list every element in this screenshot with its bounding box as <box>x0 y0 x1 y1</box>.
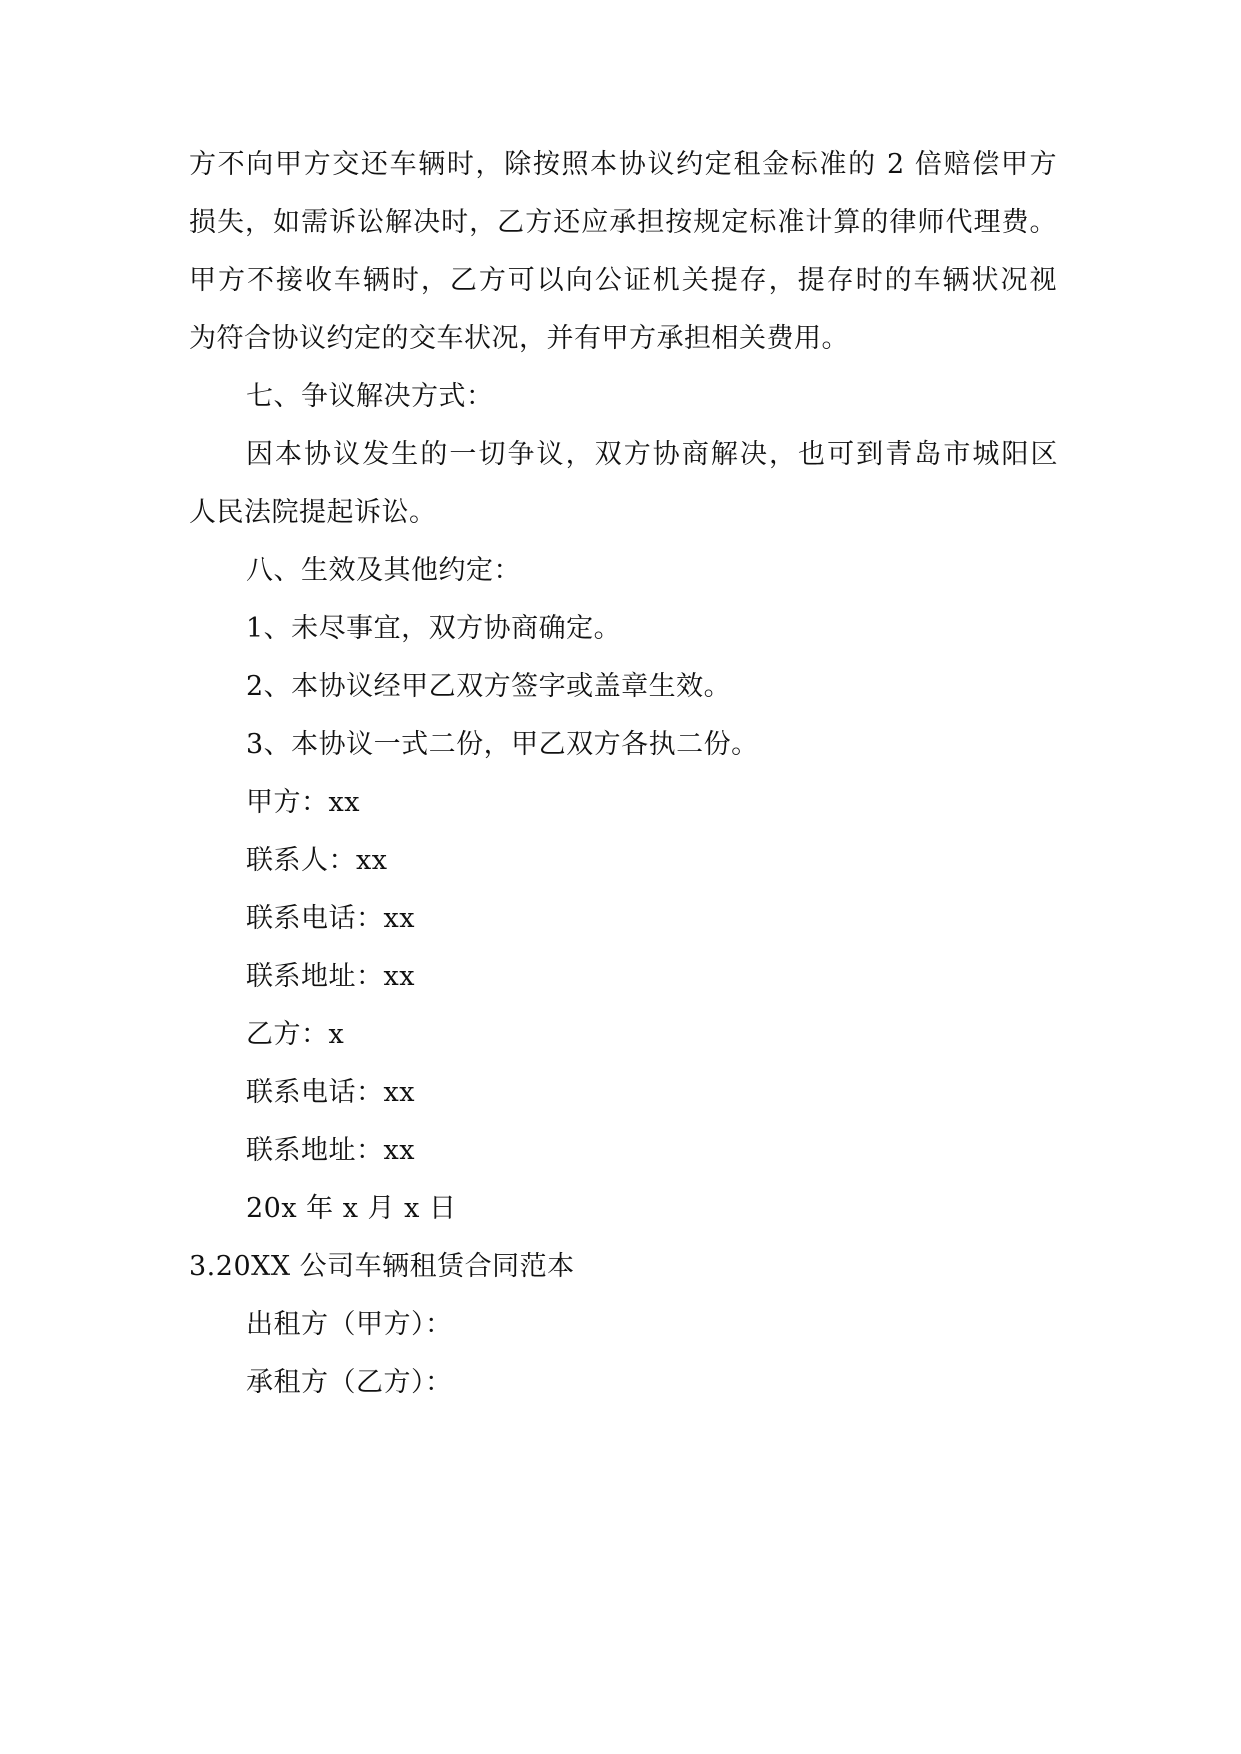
list-item: 3、本协议一式二份，甲乙双方各执二份。 <box>246 729 759 760</box>
signature-field: 乙方：x <box>246 1019 345 1050</box>
paragraph-line: 损失，如需诉讼解决时，乙方还应承担按规定标准计算的律师代理费。 <box>189 207 1057 238</box>
paragraph-line: 为符合协议约定的交车状况，并有甲方承担相关费用。 <box>189 323 849 354</box>
list-item: 2、本协议经甲乙双方签字或盖章生效。 <box>246 671 732 702</box>
signature-field: 联系人：xx <box>246 845 388 876</box>
paragraph-line: 因本协议发生的一切争议，双方协商解决，也可到青岛市城阳区 <box>246 439 1058 470</box>
section-heading: 八、生效及其他约定： <box>246 555 521 586</box>
list-item: 1、未尽事宜，双方协商确定。 <box>246 613 622 644</box>
signature-field: 联系电话：xx <box>246 1077 415 1108</box>
signature-field: 甲方：xx <box>246 787 360 818</box>
signature-field: 联系地址：xx <box>246 961 415 992</box>
paragraph-line: 人民法院提起诉讼。 <box>189 497 437 528</box>
contract-title: 3.20XX 公司车辆租赁合同范本 <box>189 1251 575 1282</box>
section-heading: 七、争议解决方式： <box>246 381 494 412</box>
date-line: 20x 年 x 月 x 日 <box>246 1193 457 1224</box>
paragraph-line: 方不向甲方交还车辆时，除按照本协议约定租金标准的 2 倍赔偿甲方 <box>189 149 1057 180</box>
paragraph-line: 甲方不接收车辆时，乙方可以向公证机关提存，提存时的车辆状况视 <box>189 265 1057 296</box>
signature-field: 联系地址：xx <box>246 1135 415 1166</box>
lessee-field: 承租方（乙方）： <box>246 1367 453 1398</box>
signature-field: 联系电话：xx <box>246 903 415 934</box>
lessor-field: 出租方（甲方）： <box>246 1309 453 1340</box>
